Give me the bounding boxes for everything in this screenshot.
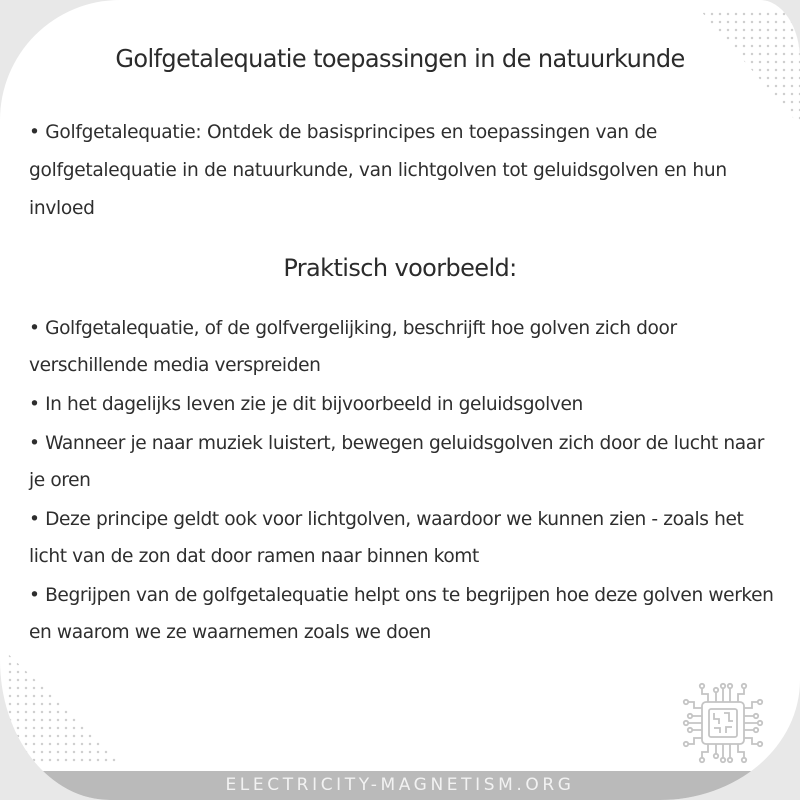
list-item: • Golfgetalequatie, of de golfvergelijking, beschrijft hoe golven zich door verschillende media verspreiden (29, 318, 677, 376)
list-item: • In het dagelijks leven zie je dit bijvoorbeeld in geluidsgolven (29, 394, 583, 415)
list-item: • Deze principe geldt ook voor lichtgolven, waardoor we kunnen zien - zoals het licht van de zon dat door ramen naar binnen komt (29, 509, 744, 567)
list-item: • Wanneer je naar muziek luistert, bewegen geluidsgolven zich door de lucht naar je oren (29, 433, 764, 491)
decorative-dot-pattern-bottom-left (6, 652, 124, 764)
intro-bullet: • Golfgetalequatie: Ontdek de basisprincipes en toepassingen van de golfgetalequatie in de natuurkunde, van lichtgolven tot geluidsgolven en hun invloed (29, 122, 727, 219)
example-list (29, 310, 779, 653)
section-subtitle: Praktisch voorbeeld: (283, 254, 517, 282)
footer-site-label: ELECTRICITY-MAGNETISM.ORG (225, 775, 575, 795)
circuit-chip-icon (678, 678, 768, 768)
page-title: Golfgetalequatie toepassingen in de natuurkunde (115, 44, 685, 73)
list-item: • Begrijpen van de golfgetalequatie helpt ons te begrijpen hoe deze golven werken en waarom we ze waarnemen zoals we doen (29, 585, 774, 643)
intro-section (29, 114, 779, 228)
